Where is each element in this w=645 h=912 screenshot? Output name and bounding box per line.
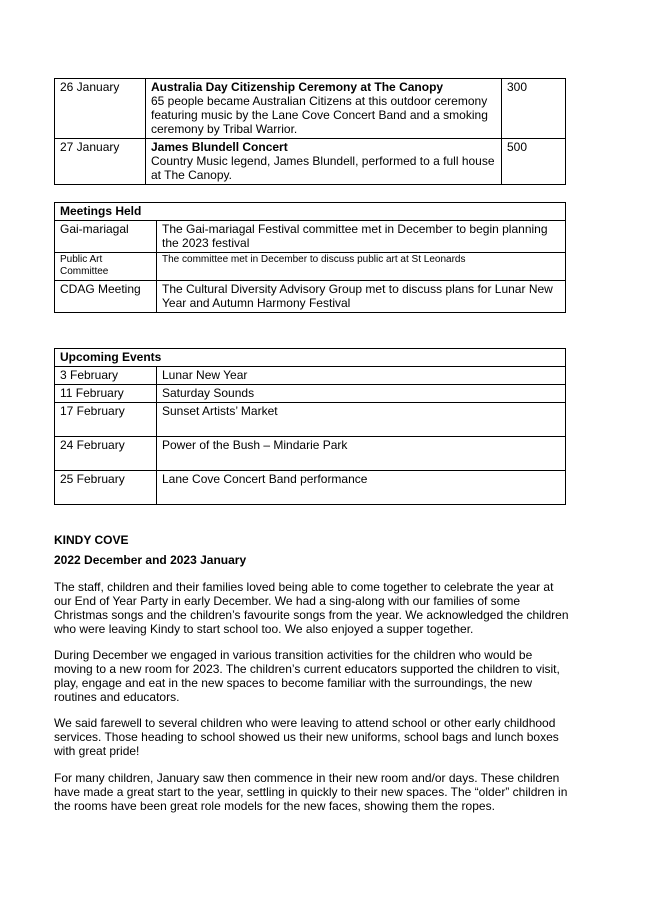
section-heading: KINDY COVE — [54, 533, 129, 547]
upcoming-date: 25 February — [55, 471, 157, 505]
paragraph: During December we engaged in various transition activities for the children who would be moving to a new room for 2023. The children’s current educators supported the children to visit, play, engage and eat in the new spaces to become familiar with the surroundings, the new routines and educators. — [54, 648, 560, 704]
meeting-name: CDAG Meeting — [55, 281, 157, 313]
table-row — [55, 385, 566, 403]
meeting-name: Public Art Committee — [55, 253, 157, 281]
meeting-description: The Gai-mariagal Festival committee met in December to begin planning the 2023 festival — [157, 221, 566, 253]
table-header-row — [55, 349, 566, 367]
table-row — [55, 139, 566, 185]
table-row — [55, 281, 566, 313]
event-description: 65 people became Australian Citizens at this outdoor ceremony featuring music by the Lane Cove Concert Band and a smoking ceremony by Tribal Warrior. — [151, 94, 488, 136]
meeting-name: Gai-mariagal — [55, 221, 157, 253]
upcoming-header: Upcoming Events — [55, 349, 566, 367]
upcoming-date: 11 February — [55, 385, 157, 403]
meetings-header: Meetings Held — [55, 203, 566, 221]
table-row — [55, 471, 566, 505]
event-title: James Blundell Concert — [151, 140, 288, 154]
paragraph: The staff, children and their families loved being able to come together to celebrate the year at our End of Year Party in early December. We had a sing-along with our families of some Christmas songs and the children’s favourite songs from the year. We acknowledged the children who were leaving Kindy to start school too. We also enjoyed a supper together. — [54, 580, 569, 636]
attendance-count: 500 — [502, 139, 566, 185]
upcoming-event: Saturday Sounds — [157, 385, 566, 403]
section-subheading: 2022 December and 2023 January — [54, 553, 247, 567]
upcoming-event: Lunar New Year — [157, 367, 566, 385]
table-row — [55, 403, 566, 437]
upcoming-events-table — [54, 348, 566, 505]
upcoming-date: 24 February — [55, 437, 157, 471]
table-row — [55, 253, 566, 281]
event-details — [146, 79, 502, 139]
table-header-row — [55, 203, 566, 221]
events-table — [54, 78, 566, 185]
upcoming-date: 3 February — [55, 367, 157, 385]
table-row — [55, 79, 566, 139]
event-date: 26 January — [55, 79, 146, 139]
table-row — [55, 367, 566, 385]
meeting-description: The Cultural Diversity Advisory Group met to discuss plans for Lunar New Year and Autumn Harmony Festival — [157, 281, 566, 313]
paragraph: We said farewell to several children who were leaving to attend school or other early childhood services. Those heading to school showed us their new uniforms, school bags and lunch boxes with great pride! — [54, 716, 559, 758]
event-description: Country Music legend, James Blundell, performed to a full house at The Canopy. — [151, 154, 495, 182]
meetings-table — [54, 202, 566, 313]
event-details — [146, 139, 502, 185]
paragraph: For many children, January saw then commence in their new room and/or days. These children have made a great start to the year, settling in quickly to their new spaces. The “older” children in the rooms have been great role models for the new faces, showing them the ropes. — [54, 771, 568, 813]
table-row — [55, 437, 566, 471]
meeting-description: The committee met in December to discuss public art at St Leonards — [157, 253, 566, 281]
table-row — [55, 221, 566, 253]
event-title: Australia Day Citizenship Ceremony at The Canopy — [151, 80, 444, 94]
event-date: 27 January — [55, 139, 146, 185]
upcoming-event: Sunset Artists’ Market — [157, 403, 566, 437]
attendance-count: 300 — [502, 79, 566, 139]
upcoming-date: 17 February — [55, 403, 157, 437]
upcoming-event: Power of the Bush – Mindarie Park — [157, 437, 566, 471]
upcoming-event: Lane Cove Concert Band performance — [157, 471, 566, 505]
